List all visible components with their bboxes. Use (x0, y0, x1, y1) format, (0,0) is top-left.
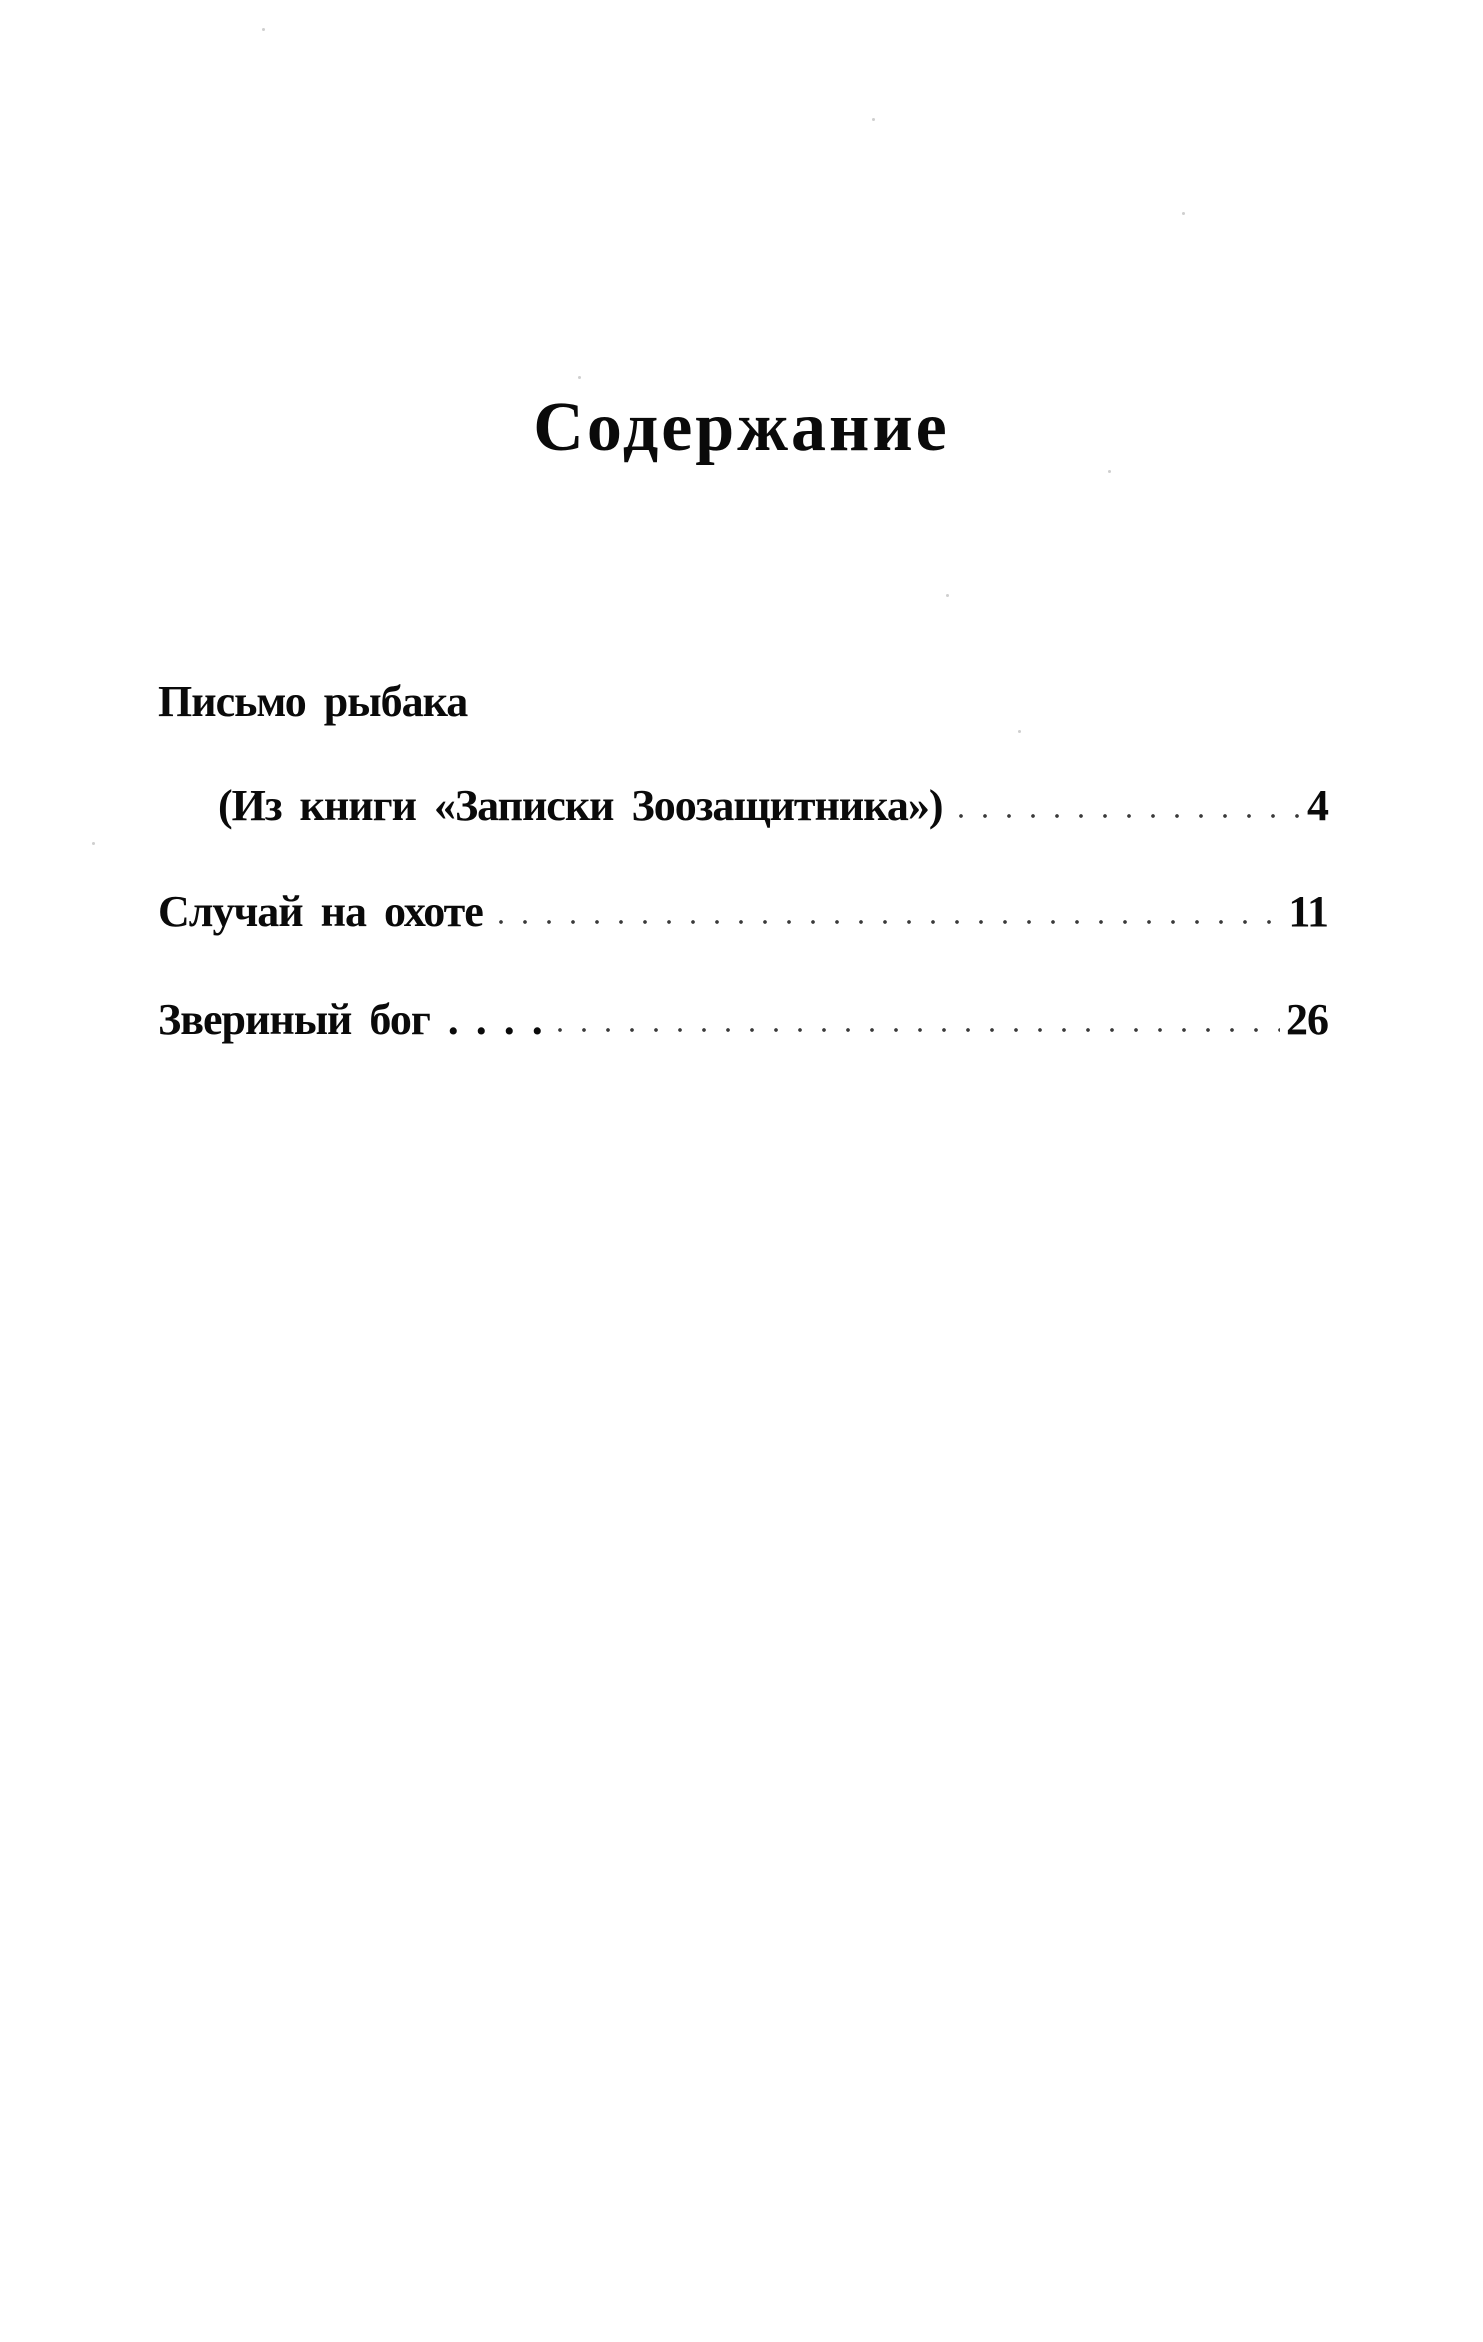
paper-speck (262, 28, 265, 31)
dot-leader (548, 1024, 1280, 1034)
dot-leader (949, 810, 1301, 820)
toc-entry-title: Звериный бог . . . . (158, 995, 542, 1044)
dot-leader (489, 916, 1283, 926)
toc-entry (158, 674, 1328, 730)
paper-speck (92, 842, 95, 845)
toc-entry (158, 884, 1328, 940)
toc-page-number: 4 (1307, 781, 1328, 830)
toc-entry (218, 778, 1328, 834)
paper-speck (1108, 470, 1111, 473)
toc-entry-title: Случай на охоте (158, 887, 483, 936)
page-title: Содержание (533, 389, 950, 466)
paper-speck (1182, 212, 1185, 215)
toc-entry-title: Письмо рыбака (158, 677, 468, 726)
paper-speck (1018, 730, 1021, 733)
toc-entry (158, 992, 1328, 1048)
paper-speck (578, 376, 581, 379)
toc-page-number: 11 (1288, 887, 1328, 936)
paper-speck (872, 118, 875, 121)
paper-speck (946, 594, 949, 597)
toc-page-number: 26 (1286, 995, 1328, 1044)
toc-entry-title: (Из книги «Записки Зоозащитника») (218, 781, 943, 830)
